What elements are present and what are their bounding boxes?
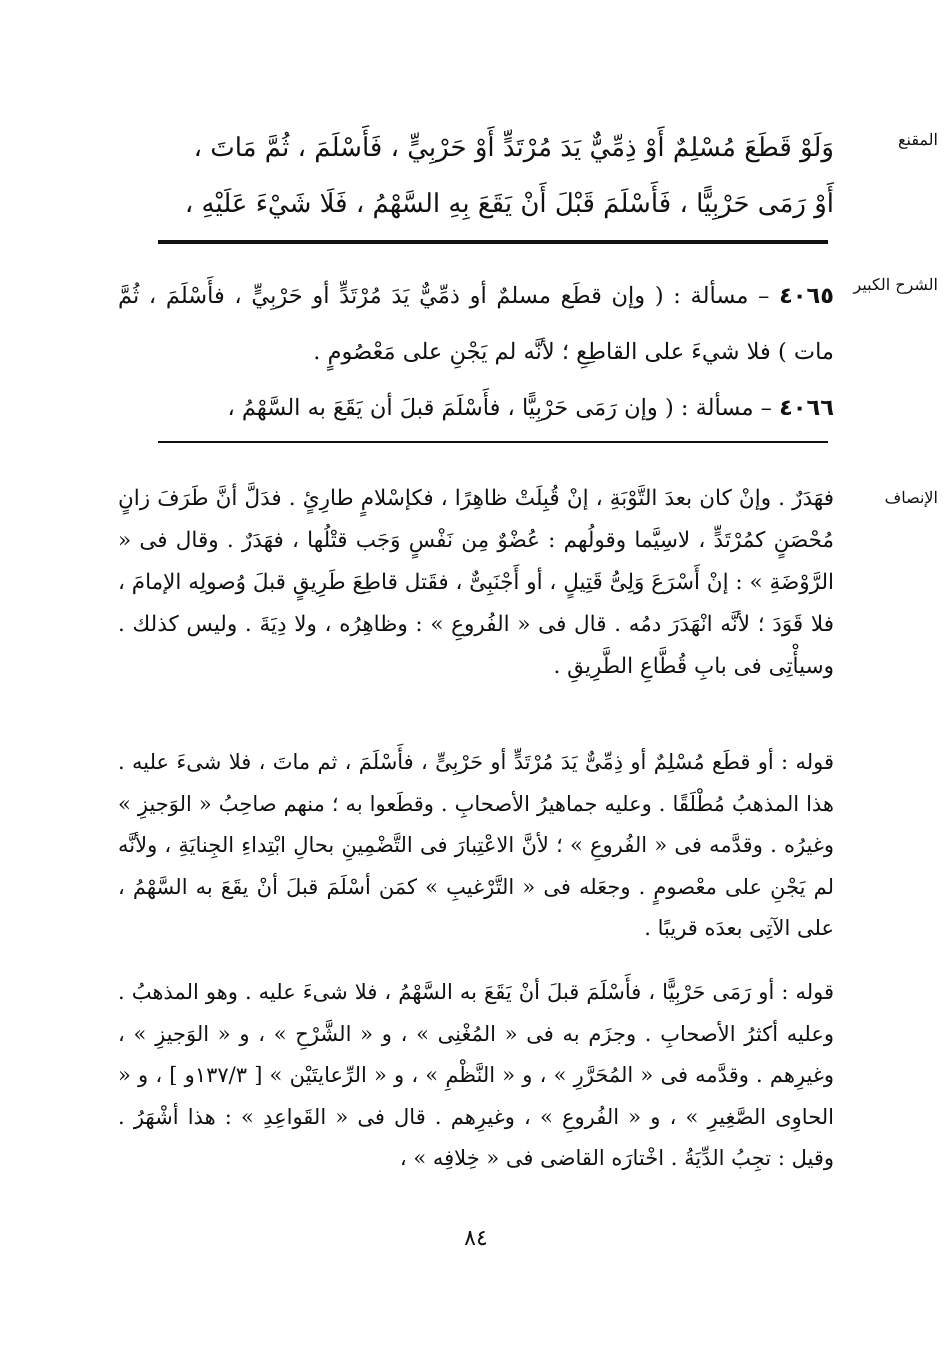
muqni-line-2: أَوْ رَمَى حَرْبِيًّا ، فَأَسْلَمَ قَبْلَ أَنْ يَقَعَ بِهِ السَّهْمُ ، فَلَا شَيْءَ عَلَيْهِ ، bbox=[184, 189, 834, 219]
insaf-intro-text: فهَدَرٌ . وإنْ كان بعدَ التَّوْبَةِ ، إنْ قُبِلَتْ ظاهِرًا ، فكإسْلامٍ طارِئٍ . فدَلَّ أنَّ طَرَفَ زانٍ مُحْصَنٍ كمُرْتَدٍّ ، لاسِيَّما وقولُهم : عُضْوٌ مِن نَفْسٍ وَجَب قتْلُها ، فهَدَرٌ . وقال فى « الرَّوْضَةِ » : إنْ أَسْرَعَ وَلِىُّ قَتِيلٍ ، أو أَجْنَبِىٌّ ، فقَتل قاطِعَ طَرِيقٍ قبلَ وُصولِه الإمامَ ، فلا قَوَدَ ؛ لأنَّه انْهَدَرَ دمُه . قال فى « الفُروعِ » : وظاهِرُه ، ولا دِيَةَ . وليس كذلك . وسيأْتِى فى بابِ قُطَّاعِ الطَّرِيقِ . bbox=[118, 486, 834, 679]
issue-number-4066: ٤٠٦٦ bbox=[779, 395, 834, 421]
sharh-issue-2 bbox=[118, 380, 834, 436]
sharh-issue-1 bbox=[118, 268, 834, 380]
section-divider-thin bbox=[158, 441, 828, 443]
page-number: ٨٤ bbox=[464, 1226, 488, 1251]
issue-text-4065: – مسألة : ( وإن قطَع مسلمٌ أو ذمِّيٌّ يَدَ مُرْتَدٍّ أو حَرْبِيٍّ ، فأَسْلَمَ ، ثُمَّ مات ) فلا شيءَ على القاطِعِ ؛ لأنَّه لم يَجْنِ على مَعْصُومٍ . bbox=[118, 283, 834, 365]
insaf-paragraph-1 bbox=[118, 742, 834, 950]
insaf-label: الإنصاف bbox=[884, 488, 938, 507]
sharh-label: الشرح الكبير bbox=[853, 275, 938, 294]
insaf-intro-paragraph bbox=[118, 478, 834, 688]
section-divider-thick bbox=[158, 240, 828, 244]
sharh-text bbox=[118, 268, 834, 436]
muqni-line-1: وَلَوْ قَطَعَ مُسْلِمٌ أَوْ ذِمِّيٌّ يَدَ مُرْتَدٍّ أَوْ حَرْبِيٍّ ، فَأَسْلَمَ ، ثُمَّ مَاتَ ، bbox=[193, 133, 834, 163]
insaf-para1-text: قوله : أو قطَع مُسْلِمٌ أو ذِمِّىٌّ يَدَ مُرْتَدٍّ أو حَرْبِىٍّ ، فأَسْلَمَ ، ثم ماتَ ، فلا شىءَ عليه . هذا المذهبُ مُطْلَقًا . وعليه جماهيرُ الأصحابِ . وقطَعوا به ؛ منهم صاحِبُ « الوَجيزِ » وغيرُه . وقدَّمه فى « الفُروعِ » ؛ لأنَّ الاعْتِبارَ فى التَّضْمِينِ بحالِ ابْتِداءِ الجِنايَةِ ، ولأنَّه لم يَجْنِ على معْصومٍ . وجعَله فى « التَّرْغيبِ » كمَن أسْلَمَ قبلَ أنْ يقَعَ به السَّهْمُ ، على الآتِى بعدَه قريبًا . bbox=[118, 750, 834, 940]
muqni-label: المقنع bbox=[897, 130, 938, 149]
insaf-para2-text: قوله : أو رَمَى حَرْبِيًّا ، فأَسْلَمَ قبلَ أنْ يَقَعَ به السَّهْمُ ، فلا شىءَ عليه . وهو المذهبُ . وعليه أكثرُ الأصحابِ . وجزَم به فى « المُغْنِى » ، و « الشَّرْحِ » ، و « الوَجيزِ » ، وغيرِهم . وقدَّمه فى « المُحَرَّرِ » ، و « النَّظْمِ » ، و « الرِّعايتَيْن » [ ١٣٧/٣و ] ، و « الحاوِى الصَّغِيرِ » ، و « الفُروعِ » ، وغيرِهم . قال فى « القَواعِدِ » : هذا أشْهَرُ . وقيل : تجِبُ الدِّيَةُ . اخْتارَه القاضى فى « خِلافِه » ، bbox=[118, 980, 834, 1170]
muqni-text bbox=[118, 120, 834, 232]
insaf-paragraph-2 bbox=[118, 972, 834, 1180]
issue-text-4066: – مسألة : ( وإن رَمَى حَرْبِيًّا ، فأَسْلَمَ قبلَ أن يَقَعَ به السَّهْمُ ، bbox=[227, 395, 772, 421]
issue-number-4065: ٤٠٦٥ bbox=[779, 283, 834, 309]
